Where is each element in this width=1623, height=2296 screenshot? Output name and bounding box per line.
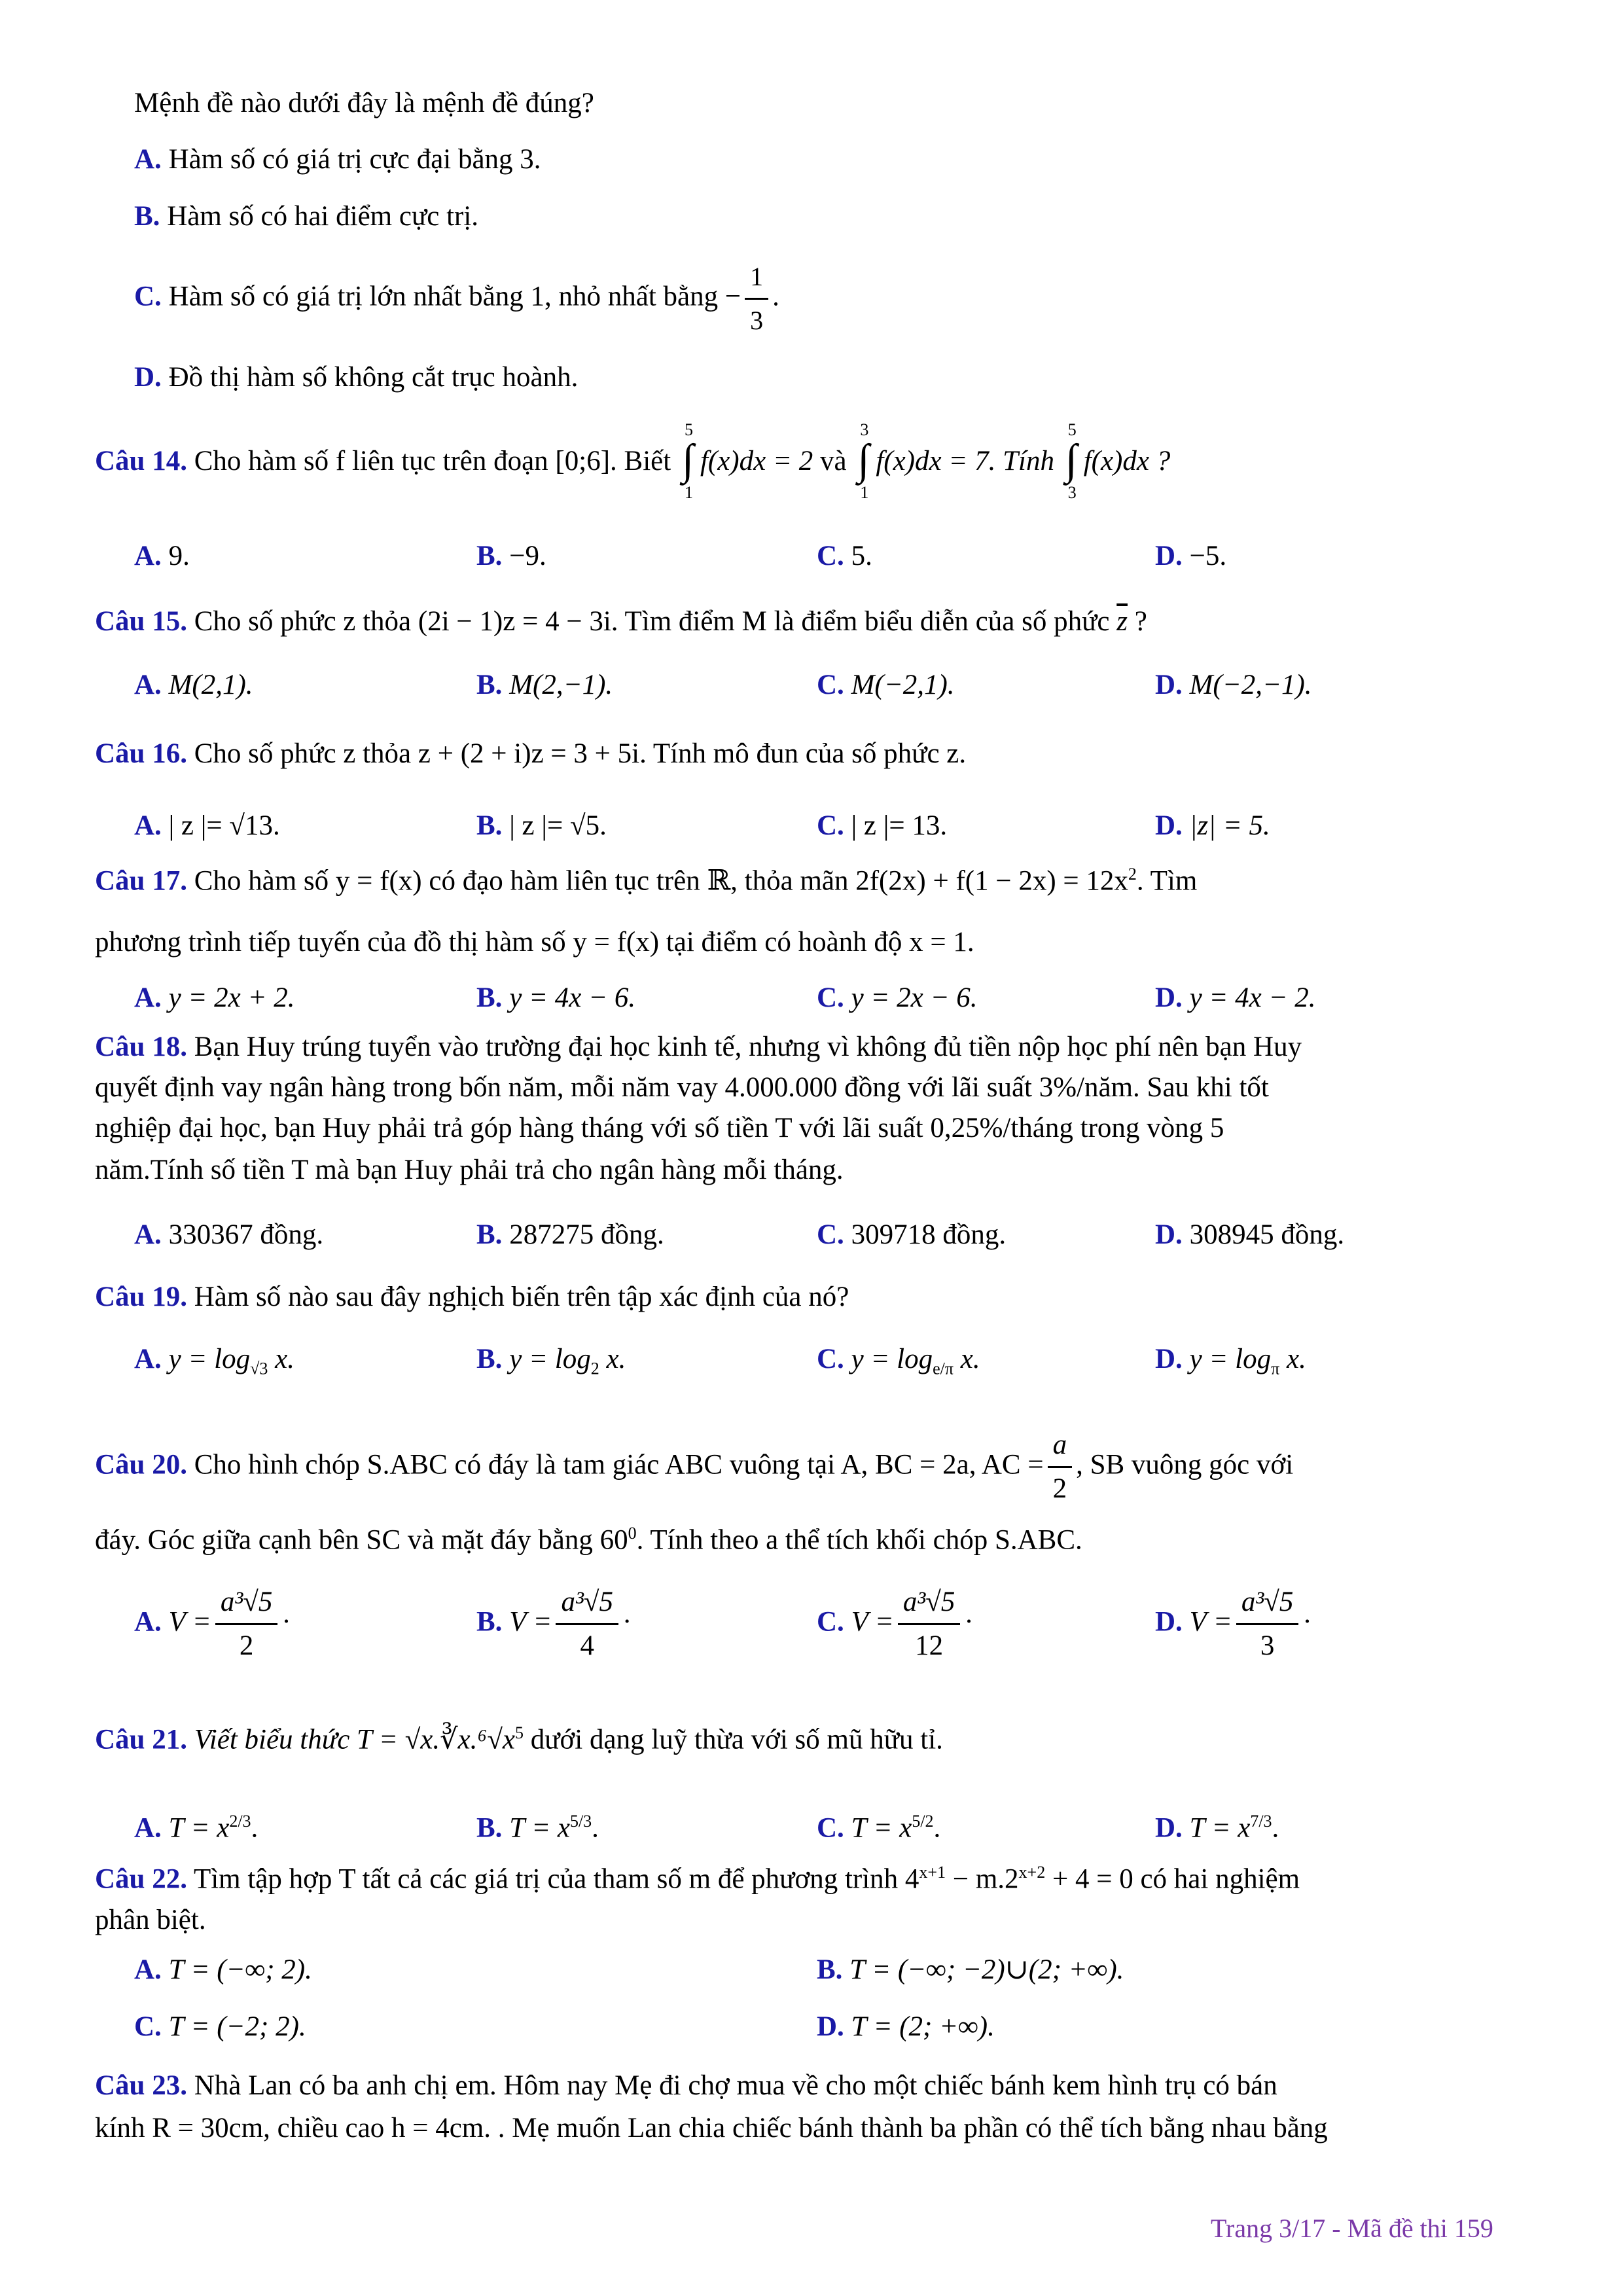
q19-option-b: B. $y = \log_2 x$. — [476, 1344, 626, 1378]
q14-option-b: B. −9. — [476, 541, 546, 571]
q14-label: Câu 14. — [95, 445, 187, 476]
q19-option-d: D. $y = \log_\pi x$. — [1155, 1344, 1306, 1378]
q13-b-text: Hàm số có hai điểm cực trị. — [167, 201, 479, 232]
q13-option-a — [134, 145, 541, 173]
q18-option-d: D. 308945 đồng. — [1155, 1219, 1345, 1250]
q16-option-c: C. | z |= 13. — [817, 810, 948, 841]
q15-stem — [95, 607, 1147, 636]
q18-line4: năm.Tính số tiền T mà bạn Huy phải trả cho ngân hàng mỗi tháng. — [95, 1155, 844, 1185]
q17-option-c: C. y = 2x − 6. — [817, 982, 978, 1013]
q17-label: Câu 17. — [95, 865, 187, 897]
q18-option-c: C. 309718 đồng. — [817, 1219, 1007, 1250]
q14-option-c: C. 5. — [817, 541, 872, 571]
q22-option-d: D. T = (2; +∞). — [817, 2011, 995, 2042]
q20-label: Câu 20. — [95, 1449, 187, 1480]
integral-3: 5 ∫ 3 — [1065, 420, 1077, 502]
q21-option-b: B. $T = x^{5/3}$. — [476, 1812, 599, 1844]
q17-option-d: D. y = 4x − 2. — [1155, 982, 1316, 1013]
q20-option-b: B. V = $\frac{\text{a³√5}}{4}$ · — [476, 1584, 632, 1664]
q22-label: Câu 22. — [95, 1863, 187, 1895]
integral-1: 5 ∫ 1 — [681, 420, 694, 502]
q21-label: Câu 21. — [95, 1724, 187, 1755]
q18-line2: quyết định vay ngân hàng trong bốn năm, mỗi năm vay 4.000.000 đồng với lãi suất 3%/năm. Sau khi tốt — [95, 1072, 1269, 1103]
q19-option-a: A. $y = \log_{√3} x$. — [134, 1344, 294, 1378]
q18-option-a: A. 330367 đồng. — [134, 1219, 324, 1250]
q21-stem: Câu 21. Viết biểu thức $T = √x.∛x.^6√x^5$ dưới dạng luỹ thừa với số mũ hữu tỉ. — [95, 1723, 943, 1755]
q17-line1 — [95, 866, 1197, 895]
q15-option-c: C. M(−2,1). — [817, 670, 955, 700]
q13-option-c: C. Hàm số có giá trị lớn nhất bằng 1, nhỏ nhất bằng − $\frac{1}{3}$ . — [134, 259, 779, 339]
q15-zbar: $\overline{z}$ — [1116, 606, 1128, 637]
q15-tail: ? — [1134, 606, 1147, 637]
q22-line2: phân biệt. — [95, 1905, 206, 1935]
q23-line2: kính R = 30cm, chiều cao h = 4cm. . Mẹ muốn Lan chia chiếc bánh thành ba phần có thể tích bằng nhau bằng — [95, 2113, 1328, 2144]
q13-d-label: D. — [134, 362, 162, 393]
q17-option-b: B. y = 4x − 6. — [476, 982, 636, 1013]
q15-option-a: A. M(2,1). — [134, 670, 253, 700]
q21-option-c: C. $T = x^{5/2}$. — [817, 1812, 941, 1844]
q13-stem: Mệnh đề nào dưới đây là mệnh đề đúng? — [134, 88, 594, 118]
q19-stem: Câu 19. Hàm số nào sau đây nghịch biến trên tập xác định của nó? — [95, 1282, 849, 1312]
q18-line3: nghiệp đại học, bạn Huy phải trả góp hàng tháng với số tiền T với lãi suất 0,25%/tháng trong vòng 5 — [95, 1113, 1224, 1143]
q18-option-b: B. 287275 đồng. — [476, 1219, 664, 1250]
q16-text: Cho số phức z thỏa z + (2 + i)z = 3 + 5i. Tính mô đun của số phức z. — [194, 738, 967, 769]
q22-option-a: A. T = (−∞; 2). — [134, 1954, 312, 1985]
q15-option-d: D. M(−2,−1). — [1155, 670, 1312, 700]
q17-line2: phương trình tiếp tuyến của đồ thị hàm số y = f(x) tại điểm có hoành độ x = 1. — [95, 927, 974, 958]
q20-option-a: A. V = $\frac{\text{a³√5}}{2}$ · — [134, 1584, 291, 1664]
q22-option-b: B. T = (−∞; −2)∪(2; +∞). — [817, 1954, 1124, 1985]
q17-option-a: A. y = 2x + 2. — [134, 982, 295, 1013]
q17-end: . Tìm — [1136, 865, 1198, 897]
q15-option-b: B. M(2,−1). — [476, 670, 613, 700]
q17-sup: 2 — [1128, 865, 1137, 884]
q22-option-c: C. T = (−2; 2). — [134, 2011, 306, 2042]
q22-line1: Câu 22. Tìm tập hợp T tất cả các giá trị của tham số m để phương trình $4^{x+1} - m.2^{x+2} + 4 = 0$ có hai nghiệm — [95, 1863, 1300, 1895]
q18-label: Câu 18. — [95, 1031, 187, 1062]
q15-label: Câu 15. — [95, 606, 187, 637]
q16-option-a: A. | z |= √13. — [134, 810, 280, 841]
q21-option-a: A. $T = x^{2/3}$. — [134, 1812, 259, 1844]
q14-stem — [95, 420, 1171, 502]
q20-line2: đáy. Góc giữa cạnh bên SC và mặt đáy bằng $60^0$. Tính theo a thể tích khối chóp S.ABC. — [95, 1524, 1082, 1556]
q14-int1: f(x)dx = 2 — [700, 445, 813, 476]
q13-a-text: Hàm số có giá trị cực đại bằng 3. — [168, 144, 541, 175]
q13-c-num: 1 — [745, 259, 768, 300]
q13-b-label: B. — [134, 201, 160, 232]
q16-option-b: B. | z |= √5. — [476, 810, 607, 841]
q13-c-den: 3 — [750, 306, 764, 335]
q13-option-b — [134, 202, 478, 230]
q23-label: Câu 23. — [95, 2070, 187, 2101]
q16-label: Câu 16. — [95, 738, 187, 769]
q19-option-c: C. $y = \log_{e/\pi} x$. — [817, 1344, 980, 1378]
q20-ac-den: 2 — [1052, 1473, 1067, 1504]
q13-c-text: Hàm số có giá trị lớn nhất bằng 1, nhỏ nhất bằng − — [168, 281, 741, 312]
q13-d-text: Đồ thị hàm số không cắt trục hoành. — [168, 362, 579, 393]
q15-text: Cho số phức z thỏa (2i − 1)z = 4 − 3i. Tìm điểm M là điểm biểu diễn của số phức — [194, 606, 1110, 637]
page-footer: Trang 3/17 - Mã đề thi 159 — [1211, 2214, 1493, 2243]
q21-option-d: D. $T = x^{7/3}$. — [1155, 1812, 1279, 1844]
q20-line1: Câu 20. Cho hình chóp S.ABC có đáy là tam giác ABC vuông tại A, BC = 2a, AC = $\frac{a}{2}$ , SB vuông góc với — [95, 1427, 1293, 1507]
q20-option-d: D. V = $\frac{\text{a³√5}}{3}$ · — [1155, 1584, 1312, 1664]
q14-option-a: A. 9. — [134, 541, 190, 571]
q14-int3: f(x)dx ? — [1083, 445, 1171, 476]
q20-option-c: C. V = $\frac{\text{a³√5}}{12}$ · — [817, 1584, 974, 1664]
q14-text1: Cho hàm số f liên tục trên đoạn [0;6]. Biết — [194, 445, 671, 476]
q14-and: và — [819, 445, 847, 476]
q13-c-label: C. — [134, 281, 162, 312]
q23-line1: Câu 23. Nhà Lan có ba anh chị em. Hôm nay Mẹ đi chợ mua về cho một chiếc bánh kem hình trụ có bán — [95, 2070, 1277, 2101]
q18-line1: Câu 18. Bạn Huy trúng tuyển vào trường đại học kinh tế, nhưng vì không đủ tiền nộp học phí nên bạn Huy — [95, 1031, 1302, 1062]
q13-option-d — [134, 363, 578, 391]
q16-option-d: D. |z| = 5. — [1155, 810, 1270, 841]
q17-text1: Cho hàm số y = f(x) có đạo hàm liên tục trên ℝ, thỏa mãn 2f(2x) + f(1 − 2x) = 12x — [194, 865, 1128, 897]
q13-a-label: A. — [134, 144, 162, 175]
q16-stem — [95, 740, 966, 768]
q19-label: Câu 19. — [95, 1282, 187, 1312]
q14-option-d: D. −5. — [1155, 541, 1227, 571]
q20-ac-num: a — [1048, 1427, 1073, 1468]
integral-2: 3 ∫ 1 — [857, 420, 870, 502]
q14-int2: f(x)dx = 7. Tính — [876, 445, 1054, 476]
